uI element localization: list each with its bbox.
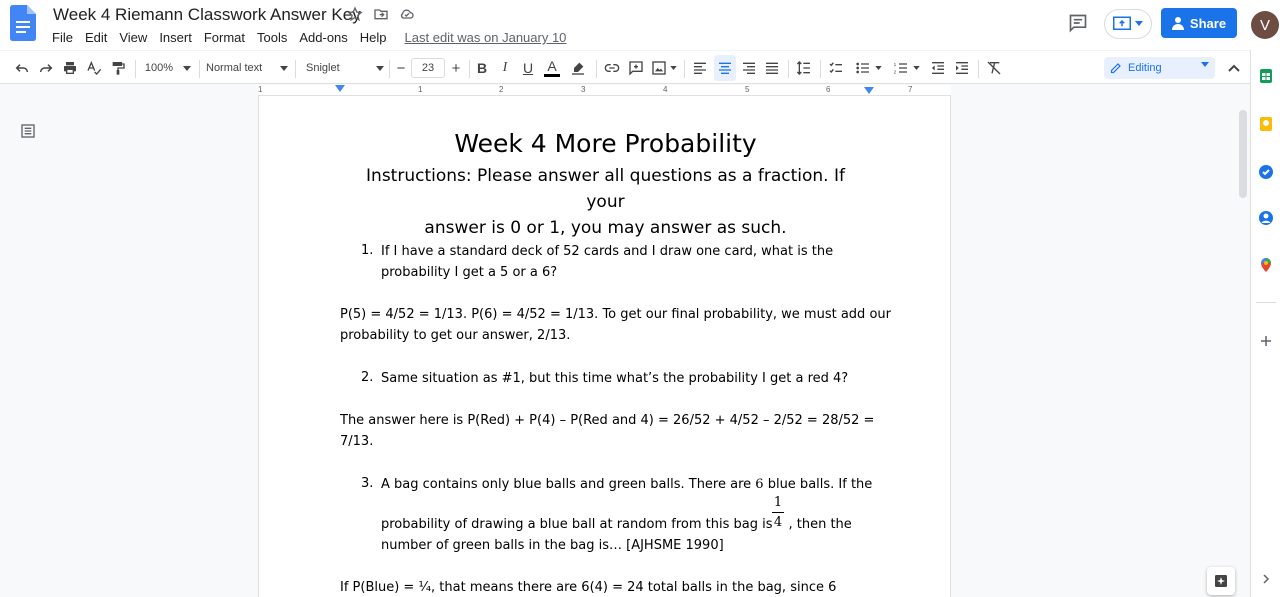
add-addon-icon[interactable] (1258, 333, 1274, 349)
menu-bar (46, 29, 566, 46)
answer-3 (340, 577, 910, 597)
text-color-swatch (544, 74, 560, 77)
line-spacing-icon[interactable] (794, 51, 814, 85)
zoom-select[interactable] (142, 51, 194, 85)
align-center-icon[interactable] (714, 55, 736, 81)
fraction-numerator: 1 (773, 495, 783, 510)
question-3-line-2 (381, 514, 901, 535)
document-outline-icon[interactable] (20, 123, 36, 139)
caret-down-icon (183, 66, 191, 71)
caret-down-icon (376, 66, 384, 71)
answer-line: 7/13. (340, 434, 374, 449)
menu-insert[interactable]: Insert (159, 30, 192, 45)
answer-line: P(5) = 4/52 = 1/13. P(6) = 4/52 = 1/13. To get our final probability, we must add our (340, 307, 891, 322)
menu-addons[interactable]: Add-ons (299, 30, 348, 45)
maps-icon[interactable] (1258, 257, 1274, 273)
menu-format[interactable]: Format (203, 30, 245, 45)
question-text: blue balls. If the (767, 477, 873, 492)
increase-font-size-button[interactable]: + (451, 59, 461, 77)
caret-down-icon (875, 66, 882, 70)
question-1 (381, 241, 901, 283)
person-icon (1172, 16, 1184, 30)
app-header (0, 0, 1280, 50)
horizontal-ruler (0, 85, 1250, 96)
question-2 (381, 368, 901, 389)
instructions-line: answer is 0 or 1, you may answer as such. (424, 218, 787, 238)
account-avatar[interactable]: V (1251, 11, 1279, 39)
menu-help[interactable]: Help (359, 30, 387, 45)
ruler-number: 3 (581, 85, 586, 94)
ruler-number: 4 (663, 85, 668, 94)
image-icon (651, 60, 667, 76)
document-page[interactable] (258, 96, 951, 597)
insert-comment-icon[interactable] (626, 51, 646, 85)
docs-logo-icon[interactable] (10, 5, 36, 41)
svg-text:2: 2 (893, 69, 896, 75)
share-button[interactable] (1161, 8, 1237, 38)
answer-line: probability to get our answer, 2/13. (340, 328, 571, 343)
align-left-icon[interactable] (690, 51, 710, 85)
menu-file[interactable]: File (52, 30, 73, 45)
clear-formatting-icon[interactable] (984, 51, 1004, 85)
ruler-number: 1 (418, 85, 423, 94)
paragraph-style-value: Normal text (206, 62, 263, 74)
keep-icon[interactable] (1258, 116, 1274, 132)
paragraph-style-select[interactable] (206, 51, 288, 85)
pencil-icon (1110, 62, 1122, 74)
text-color-a-icon: A (547, 58, 557, 74)
question-line: If I have a standard deck of 52 cards and I draw one card, what is the (381, 244, 834, 259)
justify-icon[interactable] (762, 51, 782, 85)
answer-line: The answer here is P(Red) + P(4) – P(Red and 4) = 26/52 + 4/52 – 2/52 = 28/52 = (340, 413, 875, 428)
caret-down-icon (1201, 62, 1209, 67)
insert-link-icon[interactable] (602, 51, 622, 85)
hide-side-panel-icon[interactable] (1258, 571, 1274, 587)
ruler-number: 1 (258, 85, 263, 94)
italic-button[interactable]: I (502, 60, 508, 75)
instructions-paragraph (354, 163, 857, 241)
question-line: probability I get a 5 or a 6? (381, 265, 558, 280)
document-title[interactable]: Week 4 Riemann Classwork Answer Key (53, 5, 361, 24)
paint-format-icon[interactable] (108, 51, 128, 85)
text-color-button[interactable] (542, 51, 562, 85)
doc-heading: Week 4 More Probability (454, 129, 757, 158)
comment-history-icon[interactable] (1068, 13, 1088, 33)
contacts-icon[interactable] (1258, 210, 1274, 226)
question-3-line-3: number of green balls in the bag is… [AJHSME 1990] (381, 538, 724, 553)
editing-mode-select[interactable] (1104, 57, 1215, 79)
cloud-status-icon[interactable] (398, 5, 416, 23)
undo-icon[interactable] (12, 51, 32, 85)
insert-image-button[interactable] (650, 51, 678, 85)
zoom-value: 100% (144, 62, 174, 74)
question-number: 1. (361, 243, 374, 258)
question-text: A bag contains only blue balls and green balls. There are (381, 477, 752, 492)
present-icon (1113, 16, 1131, 32)
answer-1 (340, 304, 910, 346)
vertical-scrollbar[interactable] (1239, 110, 1247, 198)
ruler-number: 2 (499, 85, 504, 94)
explore-button[interactable] (1207, 567, 1235, 595)
side-panel (1250, 50, 1280, 597)
decrease-font-size-button[interactable]: − (396, 59, 406, 77)
align-right-icon[interactable] (739, 51, 759, 85)
spellcheck-icon[interactable] (84, 51, 104, 85)
math-number: 6 (755, 477, 764, 492)
bulleted-list-icon (855, 60, 871, 76)
ruler-number: 6 (826, 85, 831, 94)
fraction-denominator: 4 (773, 515, 783, 530)
caret-down-icon (670, 66, 677, 70)
bold-button[interactable]: B (476, 60, 488, 76)
print-icon[interactable] (60, 51, 80, 85)
menu-view[interactable]: View (119, 30, 148, 45)
editing-mode-value: Editing (1128, 62, 1162, 74)
question-number: 3. (361, 476, 374, 491)
last-edit-link[interactable]: Last edit was on January 10 (404, 30, 567, 45)
ruler-number: 7 (908, 85, 913, 94)
checklist-icon[interactable] (826, 51, 846, 85)
font-size-input[interactable]: 23 (411, 58, 445, 78)
answer-2 (340, 410, 910, 452)
chevron-down-icon (1135, 21, 1143, 27)
move-folder-icon[interactable] (372, 5, 390, 23)
formatting-toolbar (0, 50, 1250, 84)
menu-tools[interactable]: Tools (257, 30, 288, 45)
explore-icon (1213, 573, 1229, 589)
decrease-indent-icon[interactable] (928, 51, 948, 85)
font-family-select[interactable] (306, 51, 384, 85)
caret-down-icon (280, 66, 288, 71)
collapse-toolbar-icon[interactable] (1224, 51, 1244, 85)
left-indent-marker-icon[interactable] (335, 85, 345, 93)
numbered-list-button[interactable] (890, 51, 922, 85)
question-text: , then the (788, 517, 852, 532)
bulleted-list-button[interactable] (852, 51, 884, 85)
present-button[interactable] (1104, 9, 1152, 39)
caret-down-icon (913, 66, 920, 70)
star-icon[interactable] (346, 5, 364, 23)
instructions-line: Instructions: Please answer all questions as a fraction. If your (366, 166, 845, 212)
underline-button[interactable]: U (522, 60, 534, 76)
tasks-icon[interactable] (1258, 164, 1274, 180)
right-indent-marker-icon[interactable] (864, 87, 874, 95)
numbered-list-icon (893, 60, 909, 76)
question-line: Same situation as #1, but this time what’s the probability I get a red 4? (381, 371, 849, 386)
highlight-color-icon[interactable] (568, 51, 588, 85)
increase-indent-icon[interactable] (952, 51, 972, 85)
svg-text:1: 1 (893, 62, 896, 67)
question-number: 2. (361, 370, 374, 385)
answer-line: If P(Blue) = ¹⁄₄, that means there are 6(4) = 24 total balls in the bag, since 6 (340, 580, 837, 595)
redo-icon[interactable] (36, 51, 56, 85)
share-label: Share (1189, 15, 1227, 31)
question-text: probability of drawing a blue ball at random from this bag is (381, 517, 773, 532)
question-3-line-1 (381, 474, 901, 495)
font-family-value: Sniglet (306, 62, 340, 74)
menu-edit[interactable]: Edit (84, 30, 108, 45)
ruler-number: 5 (745, 85, 750, 94)
sheets-icon[interactable] (1258, 68, 1274, 84)
